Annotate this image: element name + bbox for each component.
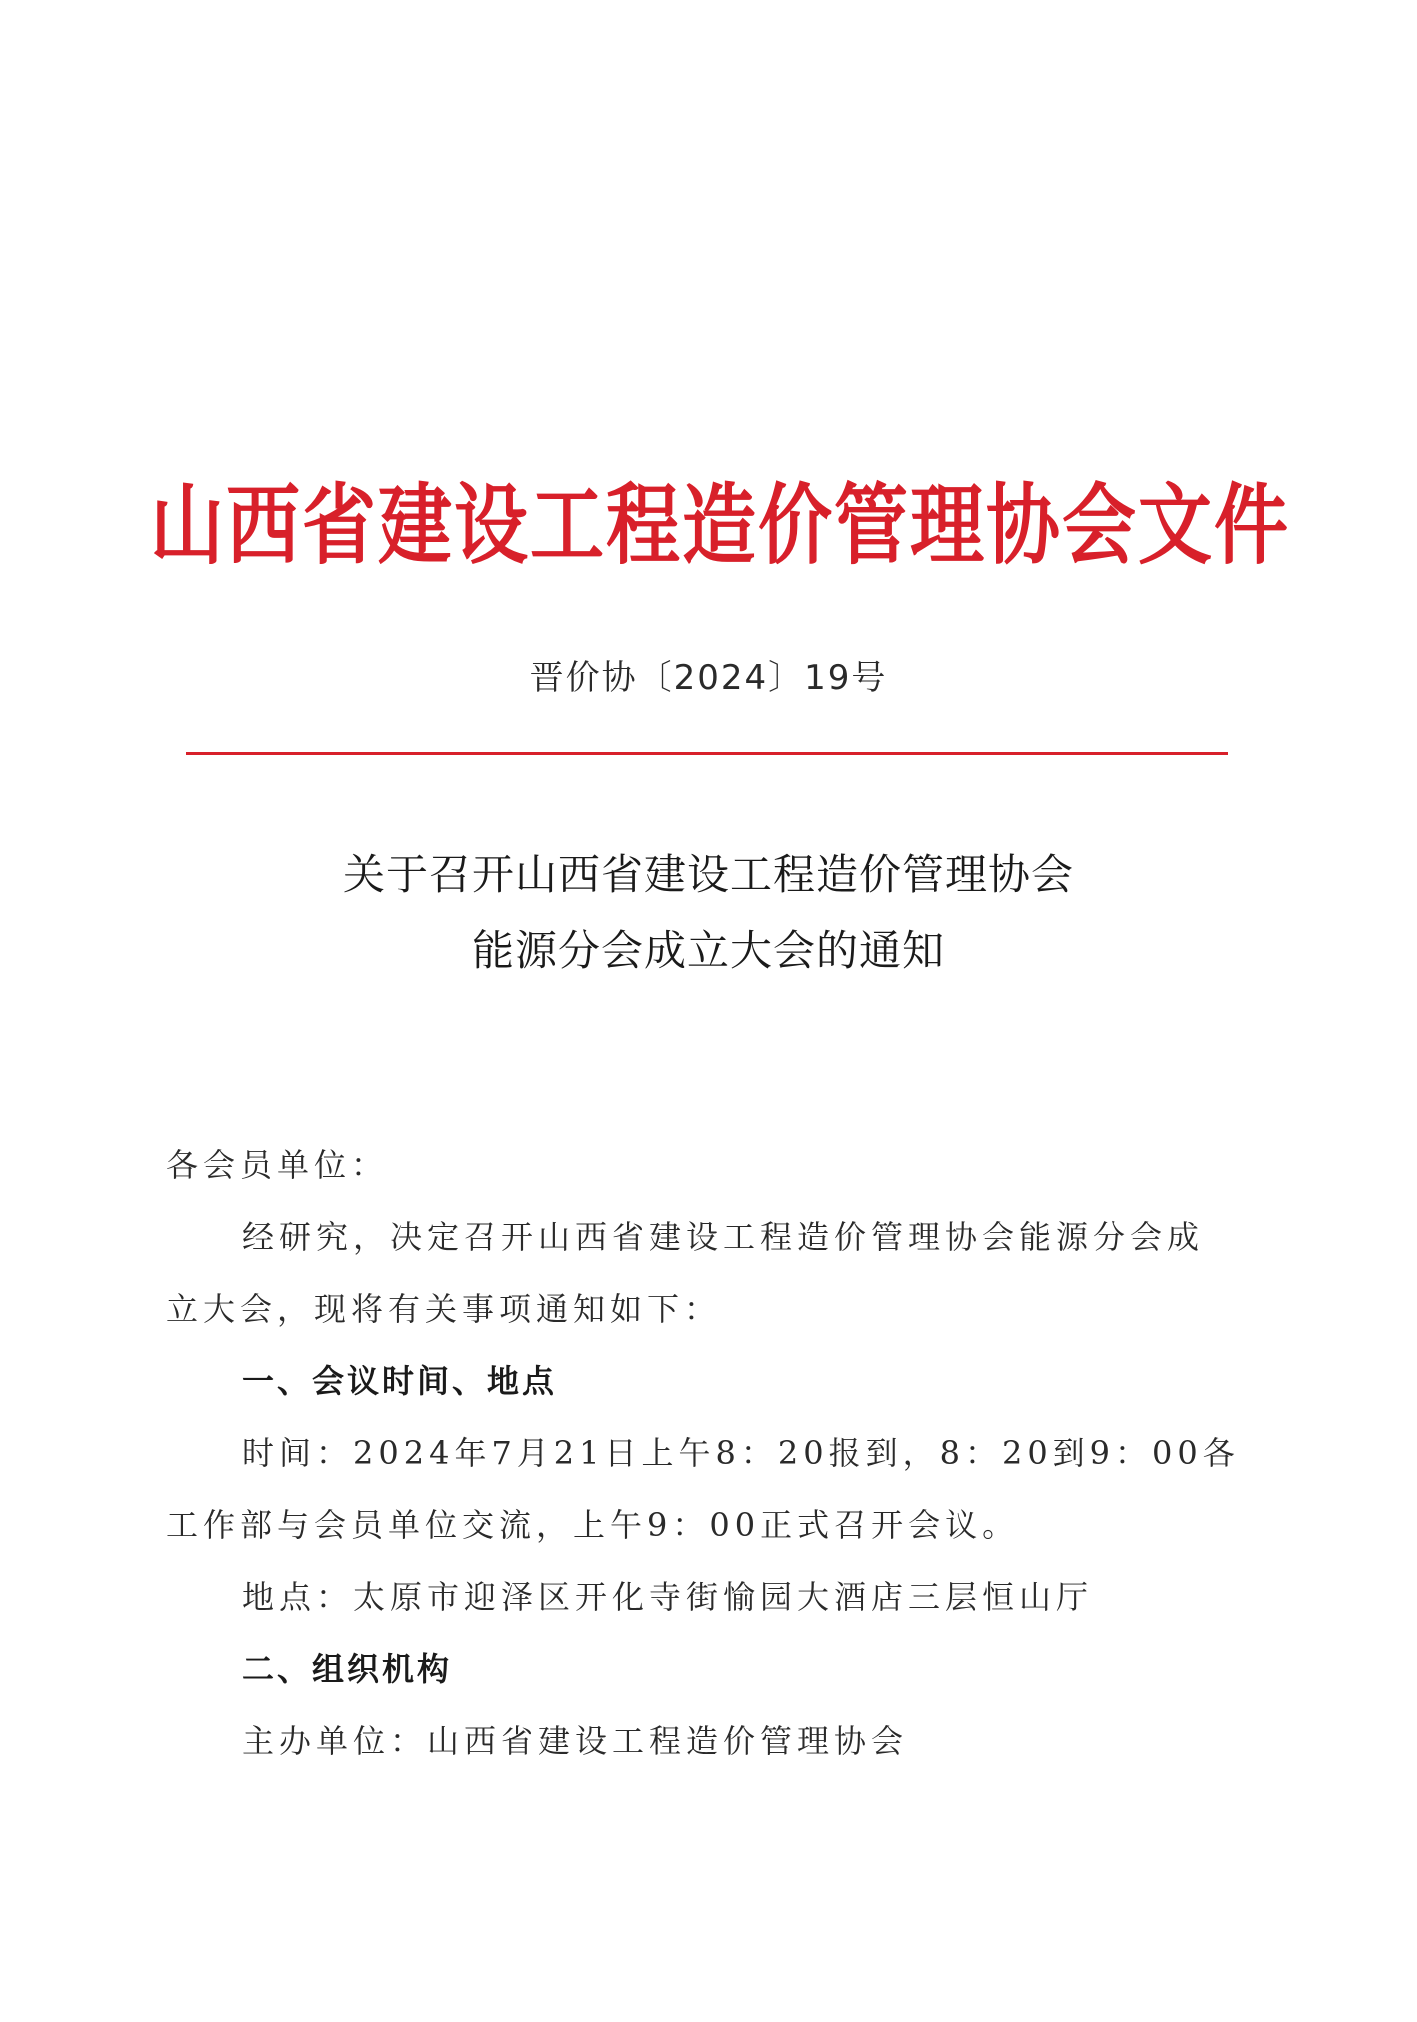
- document-number: 晋价协〔2024〕19号: [529, 658, 888, 698]
- meeting-location: 地点：太原市迎泽区开化寺街愉园大酒店三层恒山厅: [242, 1578, 1094, 1616]
- org-document-header: 山西省建设工程造价管理协会文件: [150, 475, 1290, 577]
- intro-paragraph-line-2: 立大会，现将有关事项通知如下：: [166, 1290, 722, 1328]
- meeting-time-line-1: 时间：2024年7月21日上午8：20报到，8：20到9：00各: [242, 1434, 1240, 1472]
- intro-paragraph-line-1: 经研究，决定召开山西省建设工程造价管理协会能源分会成: [242, 1218, 1205, 1256]
- notice-title-line-2: 能源分会成立大会的通知: [471, 926, 945, 975]
- organizer-line: 主办单位：山西省建设工程造价管理协会: [242, 1722, 909, 1760]
- red-divider-line: [186, 752, 1228, 755]
- meeting-time-line-2: 工作部与会员单位交流，上午9：00正式召开会议。: [166, 1506, 1020, 1544]
- notice-title-line-1: 关于召开山西省建设工程造价管理协会: [342, 850, 1074, 899]
- section-2-heading: 二、组织机构: [242, 1650, 453, 1688]
- salutation: 各会员单位：: [166, 1146, 389, 1184]
- section-1-heading: 一、会议时间、地点: [242, 1362, 558, 1400]
